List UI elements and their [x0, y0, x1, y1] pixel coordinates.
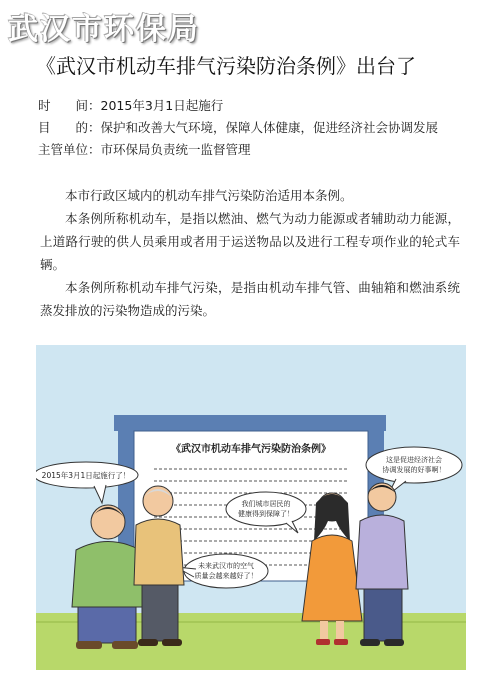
article-body [40, 184, 460, 322]
bubble-economy-line2: 协调发展的好事啊！ [382, 466, 446, 474]
board-title: 《武汉市机动车排气污染防治条例》 [171, 444, 331, 455]
bubble-air-line1: 未来武汉市的空气 [198, 562, 254, 570]
meta-label: 目 的： [38, 120, 101, 135]
body-paragraph: 本条例所称机动车排气污染，是指由机动车排气管、曲轴箱和燃油系统蒸发排放的污染物造成的污染。 [40, 280, 460, 318]
meta-value: 市环保局负责统一监督管理 [100, 142, 251, 157]
bubble-economy-line1: 这是促进经济社会 [386, 456, 442, 464]
cartoon-illustration [36, 345, 466, 670]
bureau-logo-text: 武汉市环保局 [8, 12, 200, 47]
article-meta [38, 95, 478, 161]
meta-row-authority [38, 139, 478, 161]
meta-row-purpose [38, 117, 478, 139]
body-paragraph: 本条例所称机动车，是指以燃油、燃气为动力能源或者辅助动力能源，上道路行驶的供人员乘用或者用于运送物品以及进行工程专项作业的轮式车辆。 [40, 211, 460, 272]
article-title: 《武汉市机动车排气污染防治条例》出台了 [36, 54, 416, 78]
board-top-bar [114, 415, 386, 431]
bubble-health-line2: 健康得到保障了！ [238, 510, 294, 518]
meta-row-time [38, 95, 478, 117]
bubble-date-text: 2015年3月1日起施行了！ [41, 471, 131, 480]
meta-value: 保护和改善大气环境，保障人体健康，促进经济社会协调发展 [100, 120, 439, 135]
illustration-svg [36, 345, 466, 670]
body-paragraph: 本市行政区域内的机动车排气污染防治适用本条例。 [65, 188, 353, 203]
meta-value: 2015年3月1日起施行 [100, 98, 224, 113]
meta-label: 时 间： [38, 98, 101, 113]
meta-label: 主管单位： [38, 142, 101, 157]
bubble-air-line2: 质量会越来越好了！ [194, 572, 258, 580]
bubble-health-line1: 我们城市居民的 [241, 500, 291, 508]
